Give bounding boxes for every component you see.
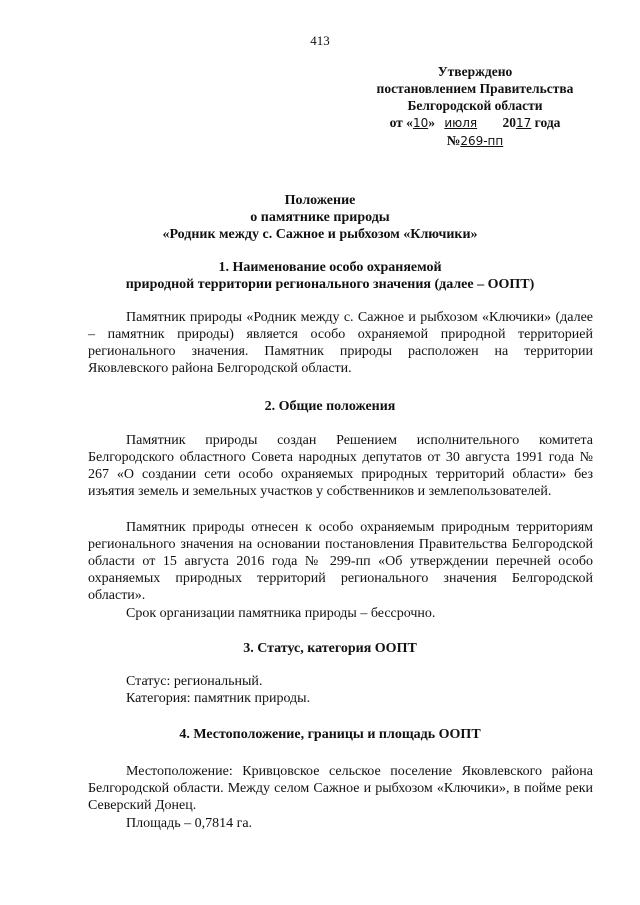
- section-2-heading: 2. Общие положения: [264, 399, 396, 414]
- approval-line-3: Белгородской области: [407, 98, 543, 113]
- date-mid: »: [428, 115, 435, 130]
- date-year-prefix: 20: [502, 115, 517, 130]
- section-2-paragraph-3: Срок организации памятника природы – бессрочно.: [126, 606, 436, 621]
- section-1-heading-line-2: природной территории регионального значения (далее – ООПТ): [125, 277, 535, 292]
- section-3-status: Статус: региональный.: [126, 674, 263, 689]
- title-line-3: «Родник между с. Сажное и рыбхозом «Ключики»: [162, 227, 478, 242]
- date-prefix: от «: [389, 115, 413, 130]
- date-suffix: года: [534, 115, 561, 130]
- section-2-paragraph-1: Памятник природы создан Решением исполнительного комитета Белгородского областного Совета народных депутатов от 30 августа 1991 года № 267 «О создании сети особо охраняемых природных территорий области» без изъятия земель и земельных участков у собственников и землепользователей.: [88, 433, 593, 499]
- approval-block: [350, 63, 600, 150]
- number-value: 269-пп: [460, 134, 504, 148]
- approval-number: [350, 132, 600, 150]
- title-line-1: Положение: [284, 193, 356, 208]
- number-prefix: №: [446, 133, 461, 148]
- date-month: июля: [444, 116, 478, 130]
- date-year: 17: [516, 116, 532, 130]
- section-1-paragraph: Памятник природы «Родник между с. Сажное и рыбхозом «Ключики» (далее – памятник природы) является особо охраняемой природной территорией регионального значения. Памятник природы расположен на территории Яковлевского района Белгородской области.: [88, 310, 593, 376]
- section-4-location: Местоположение: Кривцовское сельское поселение Яковлевского района Белгородской области. Между селом Сажное и рыбхозом «Ключики», в пойме реки Северский Донец.: [88, 764, 593, 813]
- title-line-2: о памятнике природы: [250, 210, 390, 225]
- section-1-heading-line-1: 1. Наименование особо охраняемой: [218, 260, 442, 275]
- approval-date: [350, 114, 600, 132]
- section-3-heading: 3. Статус, категория ООПТ: [243, 641, 417, 656]
- page-number: 413: [310, 33, 330, 48]
- approval-line-2: постановлением Правительства: [376, 81, 574, 96]
- section-1-heading: [60, 259, 600, 293]
- section-3-category: Категория: памятник природы.: [126, 691, 311, 706]
- section-2-paragraph-2: Памятник природы отнесен к особо охраняемым природным территориям регионального значения на основании постановления Правительства Белгородской области от 15 августа 2016 года № 299-пп «Об утверждении перечней особо охраняемых природных территорий регионального значения Белгородской области».: [88, 520, 593, 603]
- approval-line-1: Утверждено: [437, 64, 513, 79]
- section-4-heading: 4. Местоположение, границы и площадь ООПТ: [179, 727, 481, 742]
- section-4-area: Площадь – 0,7814 га.: [126, 816, 253, 831]
- document-title: [60, 192, 580, 243]
- date-day: 10: [412, 116, 429, 130]
